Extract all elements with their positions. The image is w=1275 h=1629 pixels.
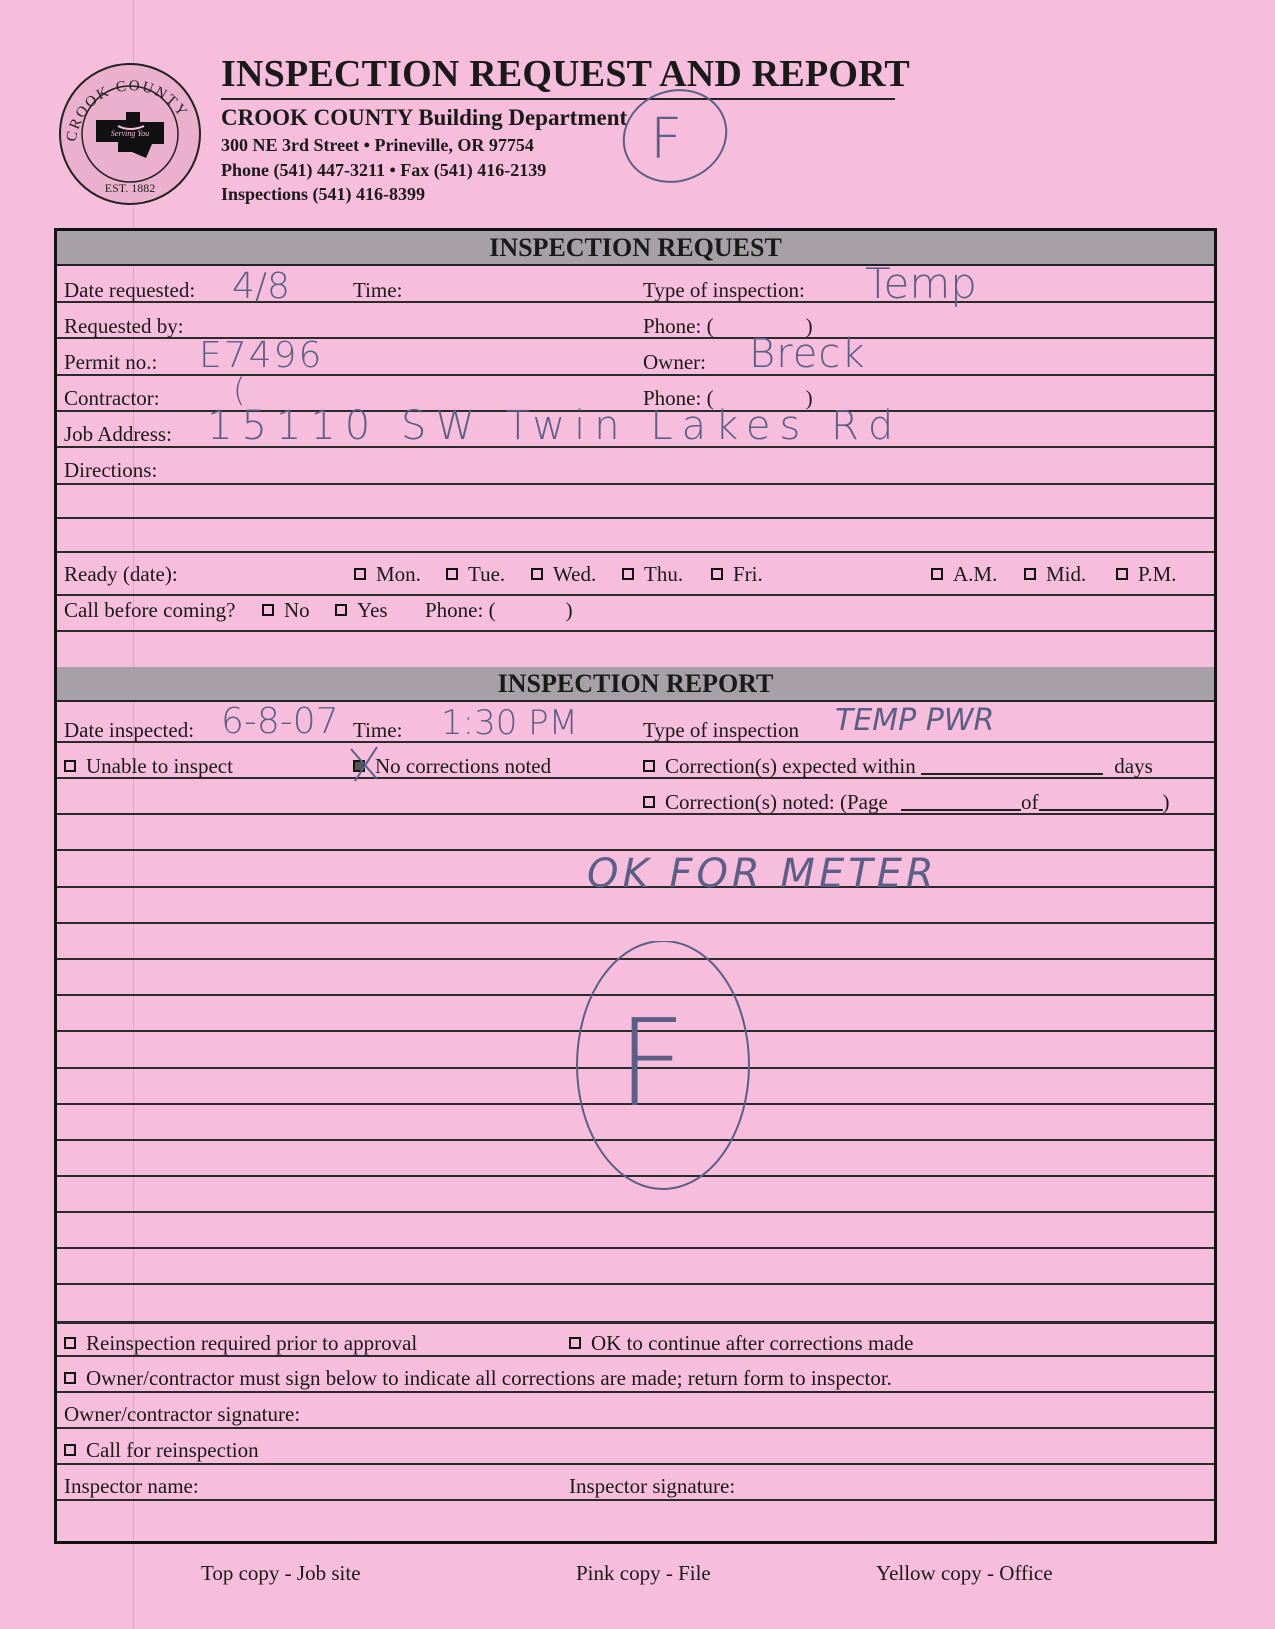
corrections-noted-option[interactable]: Correction(s) noted: (Page of ) — [643, 790, 1170, 815]
contractor-label: Contractor: — [64, 386, 160, 410]
svg-text:CROOK COUNTY: CROOK COUNTY — [63, 77, 191, 143]
am-checkbox[interactable] — [931, 568, 943, 580]
owner-signature-label: Owner/contractor signature: — [64, 1402, 301, 1426]
svg-text:EST. 1882: EST. 1882 — [104, 181, 156, 195]
corrections-days-field[interactable] — [921, 755, 1103, 775]
date-inspected-label: Date inspected: — [64, 718, 195, 742]
county-seal-logo — [58, 62, 202, 206]
mid-checkbox[interactable] — [1024, 568, 1036, 580]
job-address-label: Job Address: — [64, 422, 172, 446]
corrections-expected-checkbox[interactable] — [643, 760, 655, 772]
footer-yellow-copy: Yellow copy - Office — [876, 1561, 1053, 1585]
corrections-noted-checkbox[interactable] — [643, 796, 655, 808]
thu-checkbox[interactable] — [622, 568, 634, 580]
permit-number-label: Permit no.: — [64, 350, 158, 374]
inspections-phone: Inspections (541) 416-8399 — [221, 184, 426, 204]
no-checkbox[interactable] — [262, 604, 274, 616]
ok-to-continue-checkbox[interactable] — [569, 1337, 581, 1349]
day-option-thu[interactable]: Thu. — [622, 562, 683, 587]
handwritten-f-mark-circle — [557, 941, 767, 1203]
call-before-phone-label: Phone: ( ) — [425, 598, 573, 622]
ready-date-label: Ready (date): — [64, 562, 178, 586]
date-inspected-value[interactable]: 6-8-07 — [221, 701, 339, 742]
fri-checkbox[interactable] — [711, 568, 723, 580]
day-option-mon[interactable]: Mon. — [354, 562, 421, 587]
footer-pink-copy: Pink copy - File — [576, 1561, 711, 1585]
owner-label: Owner: — [643, 350, 706, 374]
svg-text:F: F — [650, 107, 683, 172]
inspector-note: OK FOR METER — [587, 851, 938, 897]
handwritten-check-mark — [347, 743, 387, 785]
yes-checkbox[interactable] — [335, 604, 347, 616]
department-phone-fax: Phone (541) 447-3211 • Fax (541) 416-2139 — [221, 160, 547, 180]
requester-phone-label: Phone: ( ) — [643, 314, 813, 338]
inspector-signature-label: Inspector signature: — [569, 1474, 736, 1498]
time-option-mid[interactable]: Mid. — [1024, 562, 1086, 587]
svg-text:Serving You: Serving You — [110, 129, 150, 138]
call-before-label: Call before coming? — [64, 598, 236, 622]
time-option-pm[interactable]: P.M. — [1116, 562, 1177, 587]
owner-must-sign-checkbox[interactable] — [64, 1372, 76, 1384]
request-section-title: INSPECTION REQUEST — [489, 233, 782, 262]
report-type-label: Type of inspection — [643, 718, 799, 742]
call-for-reinspection-checkbox[interactable] — [64, 1444, 76, 1456]
corrections-expected-option[interactable]: Correction(s) expected within days — [643, 754, 1153, 779]
page-number-field[interactable] — [901, 791, 1021, 811]
unable-to-inspect-checkbox[interactable] — [64, 760, 76, 772]
no-corrections-option[interactable]: No corrections noted — [353, 754, 551, 779]
report-band — [57, 667, 1214, 702]
report-section-title: INSPECTION REPORT — [497, 669, 774, 698]
ok-to-continue-option[interactable]: OK to continue after corrections made — [569, 1331, 913, 1356]
reinspection-required-checkbox[interactable] — [64, 1337, 76, 1349]
call-before-no[interactable]: No — [262, 598, 310, 623]
request-type-label: Type of inspection: — [643, 278, 805, 302]
date-requested-value[interactable]: 4/8 — [232, 266, 290, 307]
job-address-value[interactable]: 15110 SW Twin Lakes Rd — [207, 403, 903, 449]
mon-checkbox[interactable] — [354, 568, 366, 580]
department-address: 300 NE 3rd Street • Prineville, OR 97754 — [221, 135, 534, 155]
call-for-reinspection-option[interactable]: Call for reinspection — [64, 1438, 259, 1463]
day-option-fri[interactable]: Fri. — [711, 562, 763, 587]
call-before-yes[interactable]: Yes — [335, 598, 388, 623]
footer-top-copy: Top copy - Job site — [201, 1561, 361, 1585]
directions-label: Directions: — [64, 458, 158, 482]
contractor-phone-label: Phone: ( ) — [643, 386, 813, 410]
svg-text:F: F — [617, 995, 687, 1134]
form-title: INSPECTION REQUEST AND REPORT — [221, 53, 910, 95]
title-underline — [221, 98, 895, 100]
report-time-label: Time: — [353, 718, 403, 742]
permit-number-value[interactable]: E7496 — [199, 335, 324, 376]
owner-value[interactable]: Breck — [749, 331, 866, 377]
inspector-name-label: Inspector name: — [64, 1474, 199, 1498]
page-total-field[interactable] — [1039, 791, 1163, 811]
request-band — [57, 231, 1214, 266]
pm-checkbox[interactable] — [1116, 568, 1128, 580]
request-type-value[interactable]: Temp — [865, 259, 977, 308]
day-option-wed[interactable]: Wed. — [531, 562, 596, 587]
request-time-label: Time: — [353, 278, 403, 302]
department-name: CROOK COUNTY Building Department — [221, 105, 628, 130]
owner-must-sign-option[interactable]: Owner/contractor must sign below to indicate all corrections are made; return form to inspector. — [64, 1366, 892, 1391]
reinspection-required-option[interactable]: Reinspection required prior to approval — [64, 1331, 417, 1356]
report-type-value[interactable]: TEMP PWR — [835, 703, 995, 738]
wed-checkbox[interactable] — [531, 568, 543, 580]
inspection-form — [54, 228, 1217, 1544]
report-time-value[interactable]: 1:30 PM — [441, 703, 578, 743]
unable-to-inspect-option[interactable]: Unable to inspect — [64, 754, 233, 779]
tue-checkbox[interactable] — [446, 568, 458, 580]
requested-by-label: Requested by: — [64, 314, 184, 338]
contractor-value[interactable]: ( — [233, 371, 246, 409]
handwritten-f-mark-top — [610, 78, 750, 198]
time-option-am[interactable]: A.M. — [931, 562, 997, 587]
day-option-tue[interactable]: Tue. — [446, 562, 505, 587]
date-requested-label: Date requested: — [64, 278, 196, 302]
